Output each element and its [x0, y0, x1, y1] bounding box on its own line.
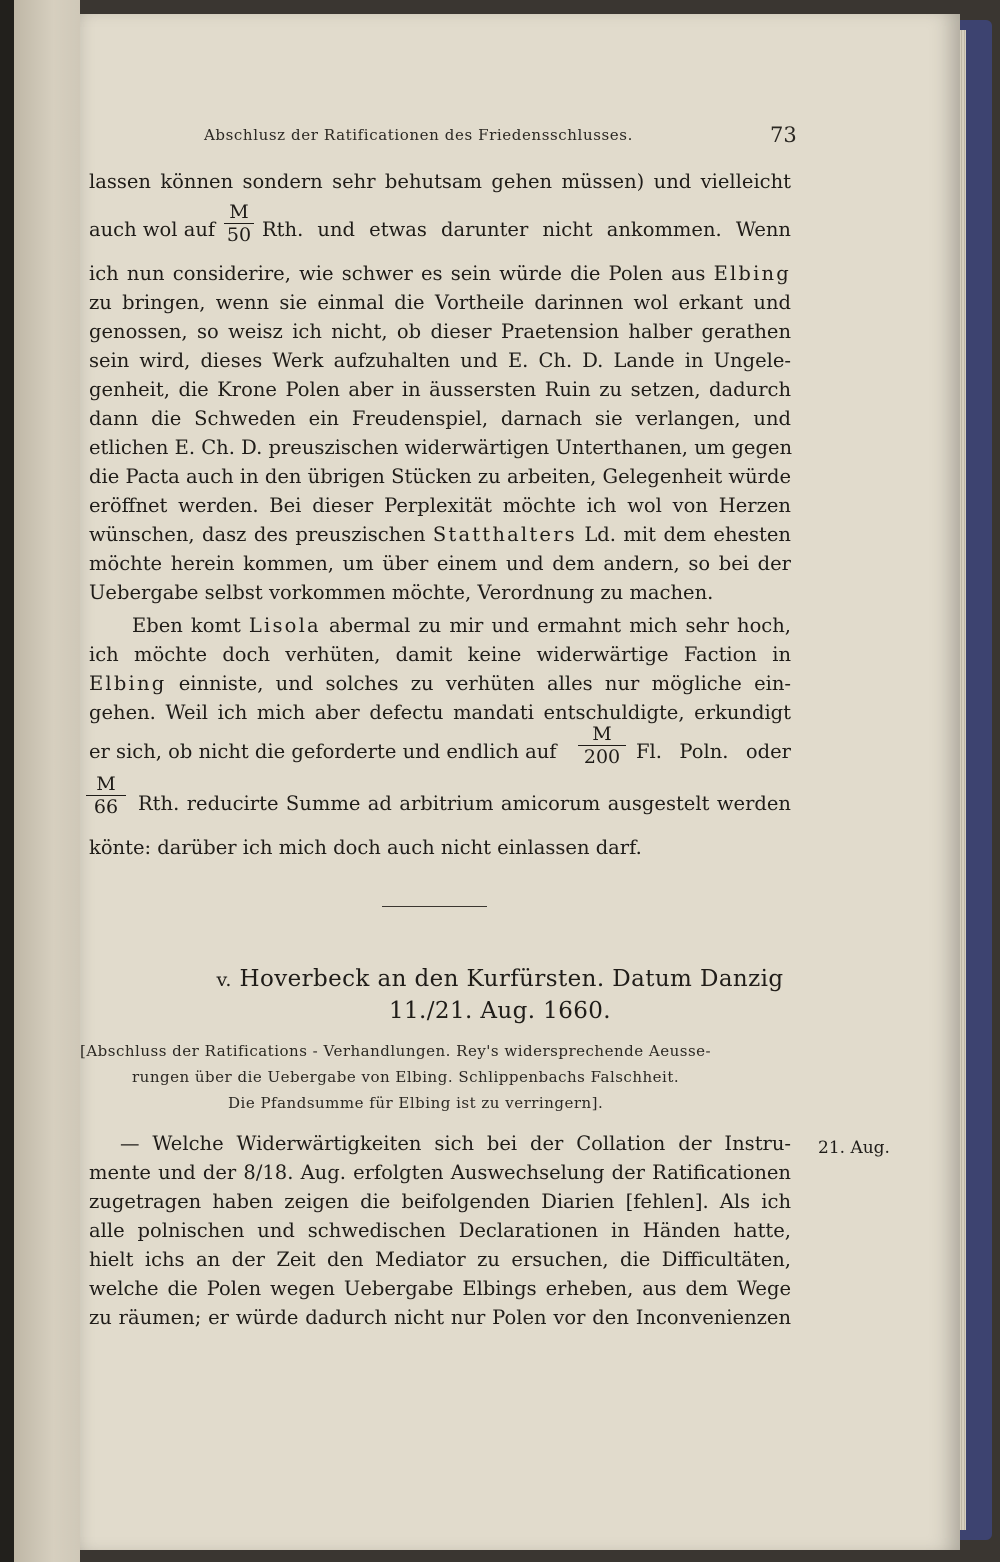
- section-divider: [382, 906, 487, 907]
- text-line: [132, 614, 791, 637]
- text-line: [89, 523, 791, 546]
- text-line: genheit, die Krone Polen aber in äussersten Ruin zu setzen, dadurch: [89, 378, 791, 401]
- text-line: lassen können sondern sehr behutsam gehen müssen) und vielleicht: [89, 170, 791, 193]
- fraction: [224, 202, 254, 245]
- text-line: mente und der 8/18. Aug. erfolgten Auswechselung der Ratificationen: [89, 1161, 791, 1184]
- text-line: dann die Schweden ein Freudenspiel, darnach sie verlangen, und: [89, 407, 791, 430]
- text-line: alle polnischen und schwedischen Declarationen in Händen hatte,: [89, 1219, 791, 1242]
- text-line: hielt ichs an der Zeit den Mediator zu ersuchen, die Difficultäten,: [89, 1248, 791, 1271]
- page-number: 73: [770, 123, 797, 147]
- text-line: [89, 218, 215, 241]
- title-word: Statthalters: [432, 523, 577, 546]
- text-fragment: Eben komt: [132, 614, 249, 637]
- summary-line: Die Pfandsumme für Elbing ist zu verringern].: [228, 1094, 604, 1112]
- text-line: eröffnet werden. Bei dieser Perplexität möchte ich wol von Herzen: [89, 494, 791, 517]
- section-heading: [0, 966, 1000, 992]
- fraction: [578, 724, 626, 767]
- person-name: Lisola: [248, 614, 321, 637]
- text-fragment: Ld. mit dem ehesten: [576, 523, 791, 546]
- summary-line: rungen über die Uebergabe von Elbing. Schlippenbachs Falschheit.: [132, 1068, 680, 1086]
- fraction: [86, 774, 126, 817]
- text-line: ich möchte doch verhüten, damit keine widerwärtige Faction in: [89, 643, 791, 666]
- heading-text: Hoverbeck an den Kurfürsten. Datum Danzig: [239, 966, 784, 992]
- running-title: Abschlusz der Ratificationen des Friedensschlusses.: [204, 126, 633, 144]
- place-name: Elbing: [713, 262, 791, 285]
- text-line: [89, 262, 791, 285]
- section-date: 11./21. Aug. 1660.: [388, 998, 612, 1024]
- text-line: zu bringen, wenn sie einmal die Vortheile darinnen wol erkant und: [89, 291, 791, 314]
- text-line: welche die Polen wegen Uebergabe Elbings erheben, aus dem Wege: [89, 1277, 791, 1300]
- text-line: gehen. Weil ich mich aber defectu mandati entschuldigte, erkundigt: [89, 701, 791, 724]
- text-line: etlichen E. Ch. D. preuszischen widerwärtigen Unterthanen, um gegen: [89, 436, 793, 459]
- fraction-numerator: M: [592, 723, 612, 745]
- text-line: die Pacta auch in den übrigen Stücken zu arbeiten, Gelegenheit würde: [89, 465, 791, 488]
- text-line: — Welche Widerwärtigkeiten sich bei der Collation der Instru-: [120, 1132, 791, 1155]
- text-line: zu räumen; er würde dadurch nicht nur Polen vor den Inconvenienzen: [89, 1306, 791, 1329]
- text-line: [89, 672, 791, 695]
- text-fragment: auch wol auf: [89, 218, 216, 241]
- fraction-denominator: 200: [583, 746, 621, 768]
- section-number: v.: [216, 969, 232, 991]
- text-fragment: ich nun considerire, wie schwer es sein würde die Polen aus: [89, 262, 714, 285]
- fraction-denominator: 66: [93, 796, 119, 818]
- text-line: er sich, ob nicht die geforderte und endlich auf: [89, 740, 557, 763]
- binding-shadow: [0, 0, 14, 1562]
- fraction-numerator: M: [229, 201, 249, 223]
- text-line: möchte herein kommen, um über einem und dem andern, so bei der: [89, 552, 791, 575]
- text-line: zugetragen haben zeigen die beifolgenden Diarien [fehlen]. Als ich: [89, 1190, 791, 1213]
- place-name: Elbing: [89, 672, 167, 695]
- text-line: Fl. Poln. oder: [636, 740, 791, 763]
- text-fragment: abermal zu mir und ermahnt mich sehr hoch,: [320, 614, 791, 637]
- text-fragment: wünschen, dasz des preuszischen: [89, 523, 433, 546]
- text-line: Uebergabe selbst vorkommen möchte, Verordnung zu machen.: [89, 581, 714, 604]
- text-line: Rth. und etwas darunter nicht ankommen. Wenn: [262, 218, 791, 241]
- fraction-numerator: M: [96, 773, 116, 795]
- text-line: genossen, so weisz ich nicht, ob dieser Praetension halber gerathen: [89, 320, 791, 343]
- text-line: Rth. reducirte Summe ad arbitrium amicorum ausgestelt werden: [138, 792, 791, 815]
- previous-page-edge: [14, 0, 80, 1562]
- margin-date: 21. Aug.: [818, 1138, 890, 1158]
- summary-line: [Abschluss der Ratifications - Verhandlungen. Rey's widersprechende Aeusse-: [80, 1042, 712, 1060]
- fraction-denominator: 50: [226, 224, 252, 246]
- text-fragment: einniste, und solches zu verhüten alles nur mögliche ein-: [166, 672, 791, 695]
- text-line: sein wird, dieses Werk aufzuhalten und E. Ch. D. Lande in Ungele-: [89, 349, 791, 372]
- text-line: könte: darüber ich mich doch auch nicht einlassen darf.: [89, 836, 642, 859]
